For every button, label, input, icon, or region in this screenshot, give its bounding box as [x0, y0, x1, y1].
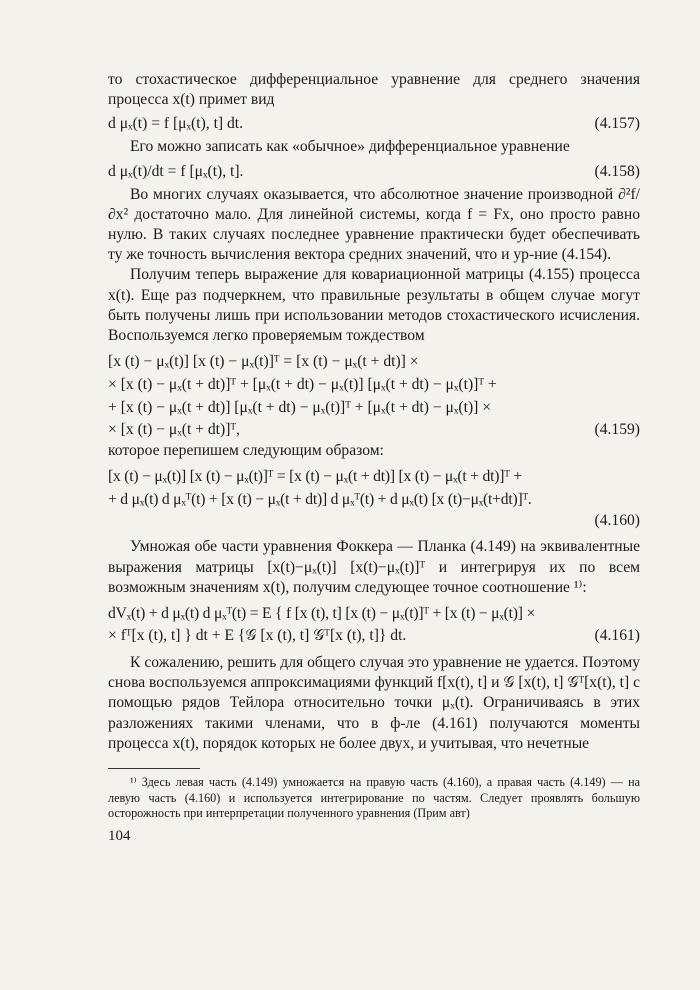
equation-4-157 [108, 113, 640, 135]
equation-4-159 [108, 350, 640, 441]
footnote: ¹⁾ Здесь левая часть (4.149) умножается на правую часть (4.160), а правая часть (4.149) — на левую часть (4.160) и используется интегрирование по частям. Следует проявлять большую осторожность при интерпретации полученного уравнения (Прим авт) [108, 775, 640, 821]
page-content [108, 70, 640, 845]
paragraph-5: которое перепишем следующим образом: [108, 442, 384, 460]
footnote-divider [108, 768, 200, 769]
equation-formula: d μₓ(t)/dt = f [μₓ(t), t]. [108, 162, 244, 180]
equation-number: (4.157) [594, 115, 640, 133]
equation-line: [x (t) − μₓ(t)] [x (t) − μₓ(t)]ᵀ = [x (t) − μₓ(t + dt)] [x (t) − μₓ(t + dt)]ᵀ + [108, 468, 522, 486]
page-number: 104 [108, 827, 131, 844]
equation-4-161 [108, 602, 640, 647]
equation-formula: d μₓ(t) = f [μₓ(t), t] dt. [108, 115, 244, 133]
equation-number: (4.158) [594, 162, 640, 180]
equation-number: (4.159) [594, 421, 640, 439]
equation-line: dVₓ(t) + d μₓ(t) d μₓᵀ(t) = E { f [x (t), t] [x (t) − μₓ(t)]ᵀ + [x (t) − μₓ(t)] × [108, 605, 536, 623]
equation-line: + d μₓ(t) d μₓᵀ(t) + [x (t) − μₓ(t + dt)] d μₓᵀ(t) + d μₓ(t) [x (t)−μₓ(t+dt)]ᵀ. [108, 491, 532, 509]
equation-number: (4.160) [594, 512, 640, 530]
paragraph-6: Умножая обе части уравнения Фоккера — Планка (4.149) на эквивалентные выражения матрицы [x(t)−μₓ(t)] [x(t)−μₓ(t)]ᵀ и интегрируя их по всем возможным значениям x(t), получим следующее точное соотношение ¹⁾: [108, 538, 640, 596]
equation-line: × [x (t) − μₓ(t + dt)]ᵀ + [μₓ(t + dt) − μₓ(t)] [μₓ(t + dt) − μₓ(t)]ᵀ + [108, 376, 497, 394]
equation-line: × [x (t) − μₓ(t + dt)]ᵀ, [108, 421, 240, 439]
equation-line: × fᵀ[x (t), t] } dt + E {𝒢 [x (t), t] 𝒢ᵀ[x (t), t]} dt. [108, 627, 407, 645]
equation-number: (4.161) [594, 627, 640, 645]
equation-line: [x (t) − μₓ(t)] [x (t) − μₓ(t)]ᵀ = [x (t) − μₓ(t + dt)] × [108, 353, 419, 371]
paragraph-1: то стохастическое дифференциальное уравнение для среднего значения процесса x(t) примет вид [108, 71, 640, 109]
paragraph-7: К сожалению, решить для общего случая это уравнение не удается. Поэтому снова воспользуемся аппроксимациями функций f[x(t), t] и 𝒢 [x(t), t] 𝒢ᵀ[x(t), t] с помощью рядов Тейлора относительно точки μₓ(t). Ограничиваясь в этих разложениях такими членами, что в ф-ле (4.161) получаются моменты процесса x(t), порядок которых не более двух, и учитывая, что нечетные [108, 654, 640, 752]
equation-line: + [x (t) − μₓ(t + dt)] [μₓ(t + dt) − μₓ(t)]ᵀ + [μₓ(t + dt) − μₓ(t)] × [108, 399, 492, 417]
paragraph-2: Его можно записать как «обычное» дифференциальное уравнение [130, 138, 570, 156]
paragraph-4: Получим теперь выражение для ковариационной матрицы (4.155) процесса x(t). Еще раз подчеркнем, что правильные результаты в общем случае могут быть получены лишь при использовании методов стохастического исчисления. Воспользуемся легко проверяемым тождеством [108, 266, 640, 345]
paragraph-3: Во многих случаях оказывается, что абсолютное значение производной ∂²f/∂x² достаточно мало. Для линейной системы, когда f = Fx, оно просто равно нулю. В таких случаях последнее уравнение практически будет обеспечивать ту же точность вычисления вектора средних значений, что и ур-ние (4.154). [108, 185, 640, 264]
equation-4-160 [108, 465, 640, 531]
equation-4-158 [108, 161, 640, 183]
